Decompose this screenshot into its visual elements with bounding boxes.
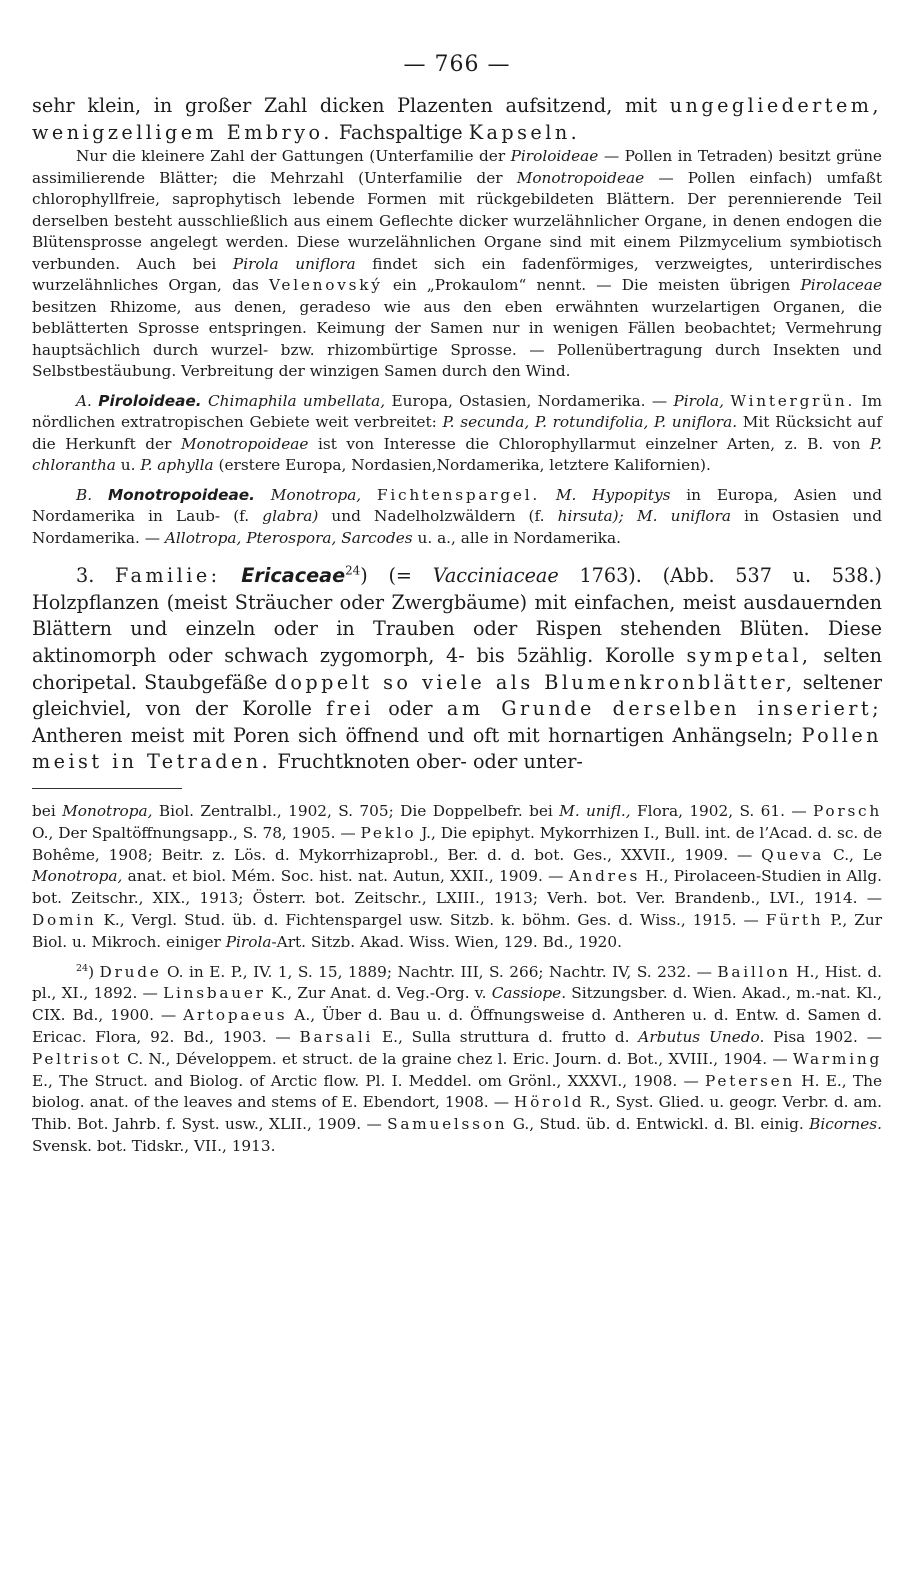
paragraph-nur xyxy=(32,146,882,383)
author-name: Porsch xyxy=(813,801,882,820)
italic-term: M. unifl., xyxy=(559,801,631,820)
footnote-marker: 24 xyxy=(76,962,89,974)
spaced-name: Fichtenspargel. xyxy=(377,485,540,504)
spaced-text: doppelt so viele als Blumenkronblätter, xyxy=(274,670,796,694)
text-run: 3. xyxy=(76,564,116,588)
text-run: ) xyxy=(88,962,100,981)
author-name: Barsali xyxy=(299,1027,374,1046)
text-run: P., Zur Biol. u. Mikroch. einiger xyxy=(32,910,883,951)
author-name: Domin xyxy=(32,910,97,929)
text-run: O., Der Spaltöffnungsapp., S. 78, 1905. — xyxy=(32,823,361,842)
text-run: Nur die kleinere Zahl der Gattungen (Unterfamilie der xyxy=(76,147,511,166)
text-run: Svensk. bot. Tidskr., VII., 1913. xyxy=(32,1136,276,1155)
italic-term: P. secunda, P. rotundifolia, P. uniflora. xyxy=(442,413,738,432)
italic-term: Pirola uniflora xyxy=(232,254,356,273)
text-run: A., Über d. Bau u. d. Öffnungsweise d. Antheren u. d. Entw. d. Samen d. Ericac. Flora, 92. Bd., 1903. — xyxy=(32,1006,883,1046)
text-run: seltener gleichviel, von der Korolle xyxy=(32,670,882,721)
italic-term: Monotropa, xyxy=(32,867,123,886)
italic-term: P. aphylla xyxy=(140,456,214,475)
text-run: u. xyxy=(115,456,141,475)
text-run: R., Syst. Glied. u. geogr. Verbr. d. am. Thib. Bot. Jahrb. f. Syst. usw., XLII., 1909. — xyxy=(32,1093,882,1134)
author-name: Linsbauer xyxy=(163,984,266,1003)
footnote-continued xyxy=(32,801,882,954)
text-run: besitzen Rhizome, aus denen, geradeso wie aus den eben erwähnten wurzelartigen Organen, die beblätterten Sprosse entspringen. Keimung der Samen nur in wenigen Fällen beobachtet; Vermehrung hauptsächlich durch wurzel- bzw. rhizombürtige Sprosse. — Pollenübertragung durch Insekten und Selbstbestäubung. Verbreitung der winzigen Samen durch den Wind. xyxy=(32,297,882,381)
author-name: Warming xyxy=(792,1049,882,1068)
intro-spaced: Kapseln. xyxy=(468,120,581,144)
italic-term: B. xyxy=(76,485,93,504)
paragraph-b-monotropoideae xyxy=(32,485,882,550)
author-name: Baillon xyxy=(717,962,791,981)
text-run: ist von Interesse die Chlorophyllarmut einzelner Arten, z. B. von xyxy=(308,434,870,453)
text-run: 1763). (Abb. 537 u. 538.) Holzpflanzen (meist Sträucher oder Zwergbäume) mit einfachen, meist ausdauernden Blättern und einzeln oder in Trauben oder Rispen stehenden Blüten. Diese aktinomorph oder schwach zygomorph, 4- bis 5zählig. Korolle xyxy=(32,564,883,667)
italic-term: Pirola, xyxy=(673,391,725,410)
italic-term: P. chlorantha xyxy=(32,434,882,475)
italic-term: hirsuta); xyxy=(557,507,624,526)
text-run: K., Zur Anat. d. Veg.-Org. v. xyxy=(265,984,492,1003)
text-run: Pisa 1902. — xyxy=(764,1027,882,1046)
family-ericaceae-paragraph xyxy=(32,563,882,776)
author-name: Artopaeus xyxy=(183,1006,288,1025)
italic-term: Monotropoideae xyxy=(180,434,309,453)
text-run: findet sich ein fadenförmiges, verzweigtes, unterirdisches wurzelähnliches Organ, das xyxy=(32,254,882,295)
italic-term: Monotropa, xyxy=(270,485,362,504)
text-run: Europa, Ostasien, Nordamerika. — xyxy=(385,391,674,410)
author-name: Queva xyxy=(761,845,825,864)
author-name: Petersen xyxy=(705,1071,795,1090)
spaced-name: Velenovský xyxy=(269,276,383,295)
footnote-ref: 24 xyxy=(345,563,361,578)
author-name: Fürth xyxy=(765,910,824,929)
author-name: Hörold xyxy=(514,1093,585,1112)
spaced-text: sympetal, xyxy=(686,643,812,667)
text-run: Biol. Zentralbl., 1902, S. 705; Die Doppelbefr. bei xyxy=(152,801,560,820)
text-run: H., Pirolaceen-Studien in Allg. bot. Zeitschr., XIX., 1913; Österr. bot. Zeitschr., LXIII., 1913; Verh. bot. Ver. Brandenb., LVI., 1914. — xyxy=(32,867,882,908)
author-name: Samuelsson xyxy=(387,1115,508,1134)
footnote-divider xyxy=(32,788,182,789)
text-run: anat. et biol. Mém. Soc. hist. nat. Autun, XXII., 1909. — xyxy=(122,867,569,886)
italic-term: Cassiope. xyxy=(491,984,567,1003)
subfamily-heading: Monotropoideae. xyxy=(107,485,255,504)
italic-term: Pirolaceae xyxy=(800,276,882,295)
text-run: G., Stud. üb. d. Entwickl. d. Bl. einig. xyxy=(507,1115,810,1134)
text-run: J., Die epiphyt. Mykorrhizen I., Bull. int. de l’Acad. d. sc. de Bohême, 1908; Beitr. z. Lös. d. Mykorrhizaprobl., Ber. d. d. bot. Ges., XXVII., 1909. — xyxy=(32,823,882,864)
text-run: O. in E. P., IV. 1, S. 15, 1889; Nachtr. III, S. 266; Nachtr. IV, S. 232. — xyxy=(161,962,718,981)
intro-text: Fachspaltige xyxy=(332,120,469,144)
text-run: selten choripetal. Staubgefäße xyxy=(32,643,882,694)
page-number: — 766 — xyxy=(403,52,511,77)
intro-text: sehr klein, in großer Zahl dicken Plazenten aufsitzend, mit xyxy=(32,94,670,117)
italic-term: glabra) xyxy=(262,507,319,526)
italic-term: Chimaphila umbellata, xyxy=(207,391,386,410)
italic-term: Allotropa, Pterospora, Sarcodes xyxy=(164,528,413,547)
italic-term: M. Hypopitys xyxy=(555,485,671,504)
spaced-text: frei xyxy=(326,697,374,721)
spaced-text: Pollen meist in Tetraden. xyxy=(32,723,882,774)
family-name: Ericaceae xyxy=(241,564,346,588)
text-run: und Nadelholzwäldern (f. xyxy=(318,507,558,526)
author-name: Andres xyxy=(568,867,641,886)
text-run: bei xyxy=(32,801,63,820)
text-run: Mit Rücksicht auf die Herkunft der xyxy=(32,413,882,453)
text-run: Sitzungsber. d. Wien. Akad., m.-nat. Kl., CIX. Bd., 1900. — xyxy=(32,984,882,1025)
text-run: E., Sulla struttura d. frutto d. xyxy=(373,1027,639,1046)
footnote-24 xyxy=(32,962,882,1158)
text-run: Fruchtknoten ober- oder unter- xyxy=(271,750,583,774)
text-run: C., Le xyxy=(824,845,882,864)
text-run: (erstere Europa, Nordasien,Nordamerika, letztere Kalifornien). xyxy=(213,456,711,475)
italic-term: A. xyxy=(76,391,92,410)
family-label: Familie: xyxy=(115,564,221,588)
intro-paragraph xyxy=(32,93,882,146)
text-run: oder xyxy=(373,697,447,721)
text-run: C. N., Développem. et struct. de la graine chez l. Eric. Journ. d. Bot., XVIII., 1904. — xyxy=(121,1049,793,1068)
spaced-text: am Grunde derselben inseriert; xyxy=(446,697,882,721)
spaced-name: Wintergrün. xyxy=(730,391,856,410)
italic-term: M. uniflora xyxy=(636,507,732,526)
author-name: Peltrisot xyxy=(32,1049,122,1068)
paragraph-a-piroloideae xyxy=(32,391,882,477)
page xyxy=(32,52,882,1158)
text-run: H. E., The biolog. anat. of the leaves and stems of E. Ebendort, 1908. — xyxy=(32,1071,883,1112)
italic-term: Arbutus Unedo. xyxy=(638,1027,765,1046)
text-run: — Pollen einfach) umfaßt chlorophyllfreie, saprophytisch lebende Formen mit rückgebildeten Blättern. Der perennierende Teil derselben besteht ausschließlich aus einem Geflechte dicker wurzelähnlicher Organe, in denen endogen die Blütensprosse angelegt werden. Diese wurzelähnlichen Organe sind mit einem Pilzmycelium symbiotisch verbunden. Auch bei xyxy=(32,168,882,273)
italic-term: Bicornes. xyxy=(809,1115,882,1134)
text-run: H., Hist. d. pl., XI., 1892. — xyxy=(32,962,882,1003)
text-run: -Art. Sitzb. Akad. Wiss. Wien, 129. Bd., 1920. xyxy=(271,932,623,951)
italic-term: Monotropa, xyxy=(62,801,153,820)
text-run: u. a., alle in Nordamerika. xyxy=(412,528,622,547)
author-name: Peklo xyxy=(360,823,417,842)
text-run: Flora, 1902, S. 61. — xyxy=(630,801,813,820)
intro-spaced: ungegliedertem, wenigzelligem Embryo. xyxy=(32,94,882,144)
text-run: K., Vergl. Stud. üb. d. Fichtenspargel usw. Sitzb. k. böhm. Ges. d. Wiss., 1915. — xyxy=(96,910,766,929)
text-run: — Pollen in Tetraden) besitzt grüne assimilierende Blätter; die Mehrzahl (Unterfamilie der xyxy=(32,147,882,187)
text-run: in Ostasien und Nordamerika. — xyxy=(32,507,882,547)
text-run: Antheren meist mit Poren sich öffnend und oft mit hornartigen Anhängseln; xyxy=(32,723,802,747)
subfamily-heading: Piroloideae. xyxy=(98,391,202,410)
italic-term: Pirola xyxy=(225,932,272,951)
text-run: in Europa, Asien und Nordamerika in Laub- (f. xyxy=(32,485,882,526)
italic-term: Vacciniaceae xyxy=(432,564,559,588)
text-run: E., The Struct. and Biolog. of Arctic flow. Pl. I. Meddel. om Grönl., XXXVI., 1908. — xyxy=(32,1071,706,1090)
author-name: Drude xyxy=(99,962,162,981)
text-run: ein „Prokaulom“ nennt. — Die meisten übrigen xyxy=(382,276,801,295)
text-run: ) (= xyxy=(360,564,433,588)
text-run: Im nördlichen extratropischen Gebiete weit verbreitet: xyxy=(32,391,882,432)
italic-term: Monotropoideae xyxy=(516,168,645,187)
italic-term: Piroloideae xyxy=(510,147,599,166)
